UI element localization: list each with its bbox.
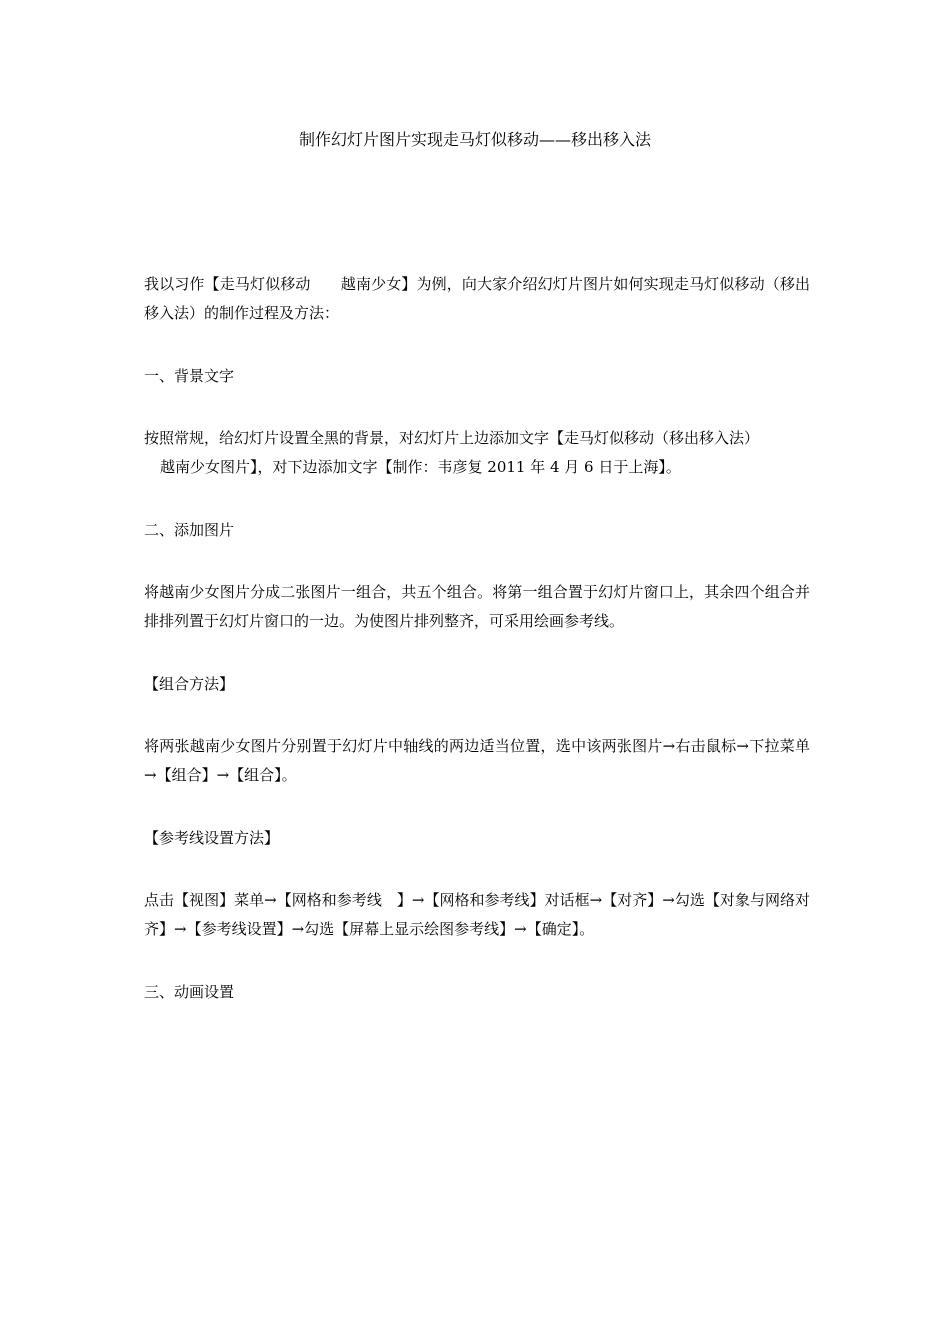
paragraph-background-text	[144, 424, 810, 482]
paragraph-intro: 我以习作【走马灯似移动 越南少女】为例，向大家介绍幻灯片图片如何实现走马灯似移动（移出移入法）的制作过程及方法：	[144, 275, 810, 322]
paragraph-background-text-line-1: 按照常规，给幻灯片设置全黑的背景，对幻灯片上边添加文字【走马灯似移动（移出移入法）	[144, 429, 760, 447]
section-heading-background-text: 一、背景文字	[144, 367, 235, 385]
paragraph-add-images: 将越南少女图片分成二张图片一组合，共五个组合。将第一组合置于幻灯片窗口上，其余四个组合并排排列置于幻灯片窗口的一边。为使图片排列整齐，可采用绘画参考线。	[144, 583, 810, 630]
subheading-group-method: 【组合方法】	[144, 675, 235, 693]
section-heading-animation-settings: 三、动画设置	[144, 983, 235, 1001]
document-body	[144, 270, 810, 1040]
section-heading-add-images: 二、添加图片	[144, 521, 235, 539]
paragraph-background-text-line-2: 越南少女图片】，对下边添加文字【制作：韦彦复 2011 年 4 月 6 日于上海】。	[160, 458, 681, 476]
document-title: 制作幻灯片图片实现走马灯似移动——移出移入法	[298, 130, 651, 149]
subheading-guide-settings: 【参考线设置方法】	[144, 829, 280, 847]
paragraph-guide-settings: 点击【视图】菜单→【网格和参考线 】→【网格和参考线】对话框→【对齐】→勾选【对象与网络对齐】→【参考线设置】→勾选【屏幕上显示绘图参考线】→【确定】。	[144, 891, 810, 938]
paragraph-group-method: 将两张越南少女图片分别置于幻灯片中轴线的两边适当位置，选中该两张图片→右击鼠标→下拉菜单→【组合】→【组合】。	[144, 737, 810, 784]
